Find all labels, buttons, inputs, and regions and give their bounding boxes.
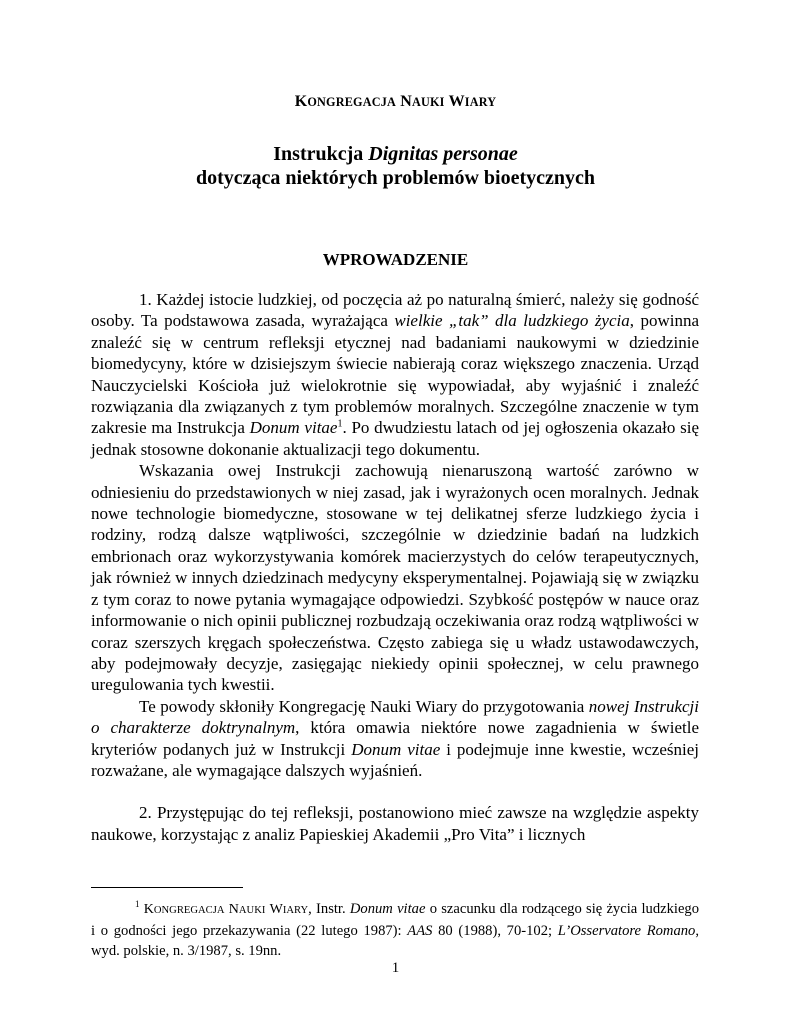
section-heading: WPROWADZENIE [322, 250, 469, 269]
header-word-1-rest: ONGREGACJA [307, 95, 397, 109]
p3-italic-1: nowej Instrukcji o charakterze doktrynalnym [91, 696, 700, 738]
title-line-1 [0, 142, 791, 166]
p3-text-1: Te powody skłoniły Kongregację Nauki Wiary do przygotowania [139, 696, 589, 716]
page-number: 1 [391, 960, 400, 976]
body-text [91, 289, 699, 845]
fn-author-1-initial: K [143, 901, 154, 917]
header-word-3-initial: W [448, 93, 465, 110]
header-word-2-rest: AUKI [412, 95, 445, 109]
footnote [91, 894, 699, 961]
footnote-reference[interactable]: 1 [337, 418, 343, 430]
p3-text-2: , która omawia niektóre nowe zagadnienia w świetle kryteriów podanych już w Instrukcji [91, 718, 699, 759]
fn-author-3-rest: IARY [282, 904, 309, 916]
header-word-2-initial: N [400, 93, 412, 110]
header-word-3-rest: IARY [464, 95, 497, 109]
paragraph-4: 2. Przystępując do tej refleksji, postanowiono mieć zawsze na względzie aspekty naukowe, korzystając z analiz Papieskiej Akademii „Pro Vita” i licznych [91, 803, 699, 844]
p1-text-3: . Po dwudziestu latach od jej ogłoszenia okazało się jednak stosowne dokonanie aktualizacji tego dokumentu. [91, 418, 699, 459]
document-title [0, 142, 791, 190]
footnote-number: 1 [135, 899, 140, 909]
header-word-1-initial: K [294, 93, 308, 110]
fn-text-4: , wyd. polskie, n. 3/1987, s. 19nn. [91, 922, 699, 959]
fn-author-1-rest: ONGREGACJA [153, 904, 225, 916]
fn-author-3-initial: W [269, 901, 283, 917]
paragraph-2: Wskazania owej Instrukcji zachowują nienaruszoną wartość zarówno w odniesieniu do przedstawionych w niej zasad, jak i wyrażonych ocen moralnych. Jednak nowe technologie biomedyczne, stosowane w tej delikatnej sferze ludzkiego życia i rodziny, rodzą dalsze wątpliwości, szczególnie w dziedzinie badań na ludzkich embrionach oraz wykorzystywania komórek macierzystych do celów terapeutycznych, jak również w innych dziedzinach medycyny eksperymentalnej. Pojawiają się w związku z tym coraz to nowe pytania wymagające odpowiedzi. Szybkość postępów w nauce oraz informowanie o nich opinii publicznej rozbudzają oczekiwania oraz rodzą wątpliwości w coraz szerszych kręgach społeczeństwa. Często zabiega się u władz ustawodawczych, aby podejmowały decyzje, zasięgając niekiedy opinii społecznej, w celu prawnego uregulowania tych kwestii. [91, 461, 699, 695]
p3-text-3: i podejmuje inne kwestie, wcześniej rozważane, ale wymagające dalszych wyjaśnień. [91, 739, 700, 780]
fn-text-2: o szacunku dla rodzącego się życia ludzkiego i o godności jego przekazywania (22 lutego 1987): [91, 900, 700, 939]
fn-text-1: , Instr. [308, 900, 350, 917]
p1-text-1: 1. Każdej istocie ludzkiej, od poczęcia aż po naturalną śmierć, należy się godność osoby. Ta podstawowa zasada, wyrażająca [91, 290, 699, 331]
title-prefix: Instrukcja [273, 143, 369, 165]
fn-italic-1: Donum vitae [349, 900, 426, 917]
fn-author-2-rest: AUKI [238, 904, 266, 916]
fn-italic-3: L’Osservatore Romano [557, 922, 696, 939]
footnote-separator [91, 887, 243, 888]
title-line-2: dotycząca niektórych problemów bioetycznych [195, 167, 596, 189]
fn-author-2-initial: N [228, 901, 239, 917]
p1-italic-1: wielkie „tak” dla ludzkiego życia [394, 311, 630, 331]
issuer-header [0, 93, 791, 111]
fn-italic-2: AAS [407, 922, 433, 939]
p1-text-2: , powinna znaleźć się w centrum refleksji etycznej nad badaniami naukowymi w dziedzinie biomedycyny, które w dzisiejszym świecie nabierają coraz większego znaczenia. Urząd Nauczycielski Kościoła już wielokrotnie się wypowiadał, aby wyjaśnić i znaleźć rozwiązania dla związanych z tym problemów moralnych. Szczególne znaczenie w tym zakresie ma Instrukcja [91, 311, 699, 438]
paragraph-1 [91, 289, 699, 460]
fn-text-3: 80 (1988), 70-102; [432, 922, 558, 939]
title-italic: Dignitas personae [368, 143, 518, 165]
p1-italic-2: Donum vitae [249, 418, 338, 438]
p3-italic-2: Donum vitae [351, 739, 441, 759]
paragraph-3 [91, 696, 699, 782]
